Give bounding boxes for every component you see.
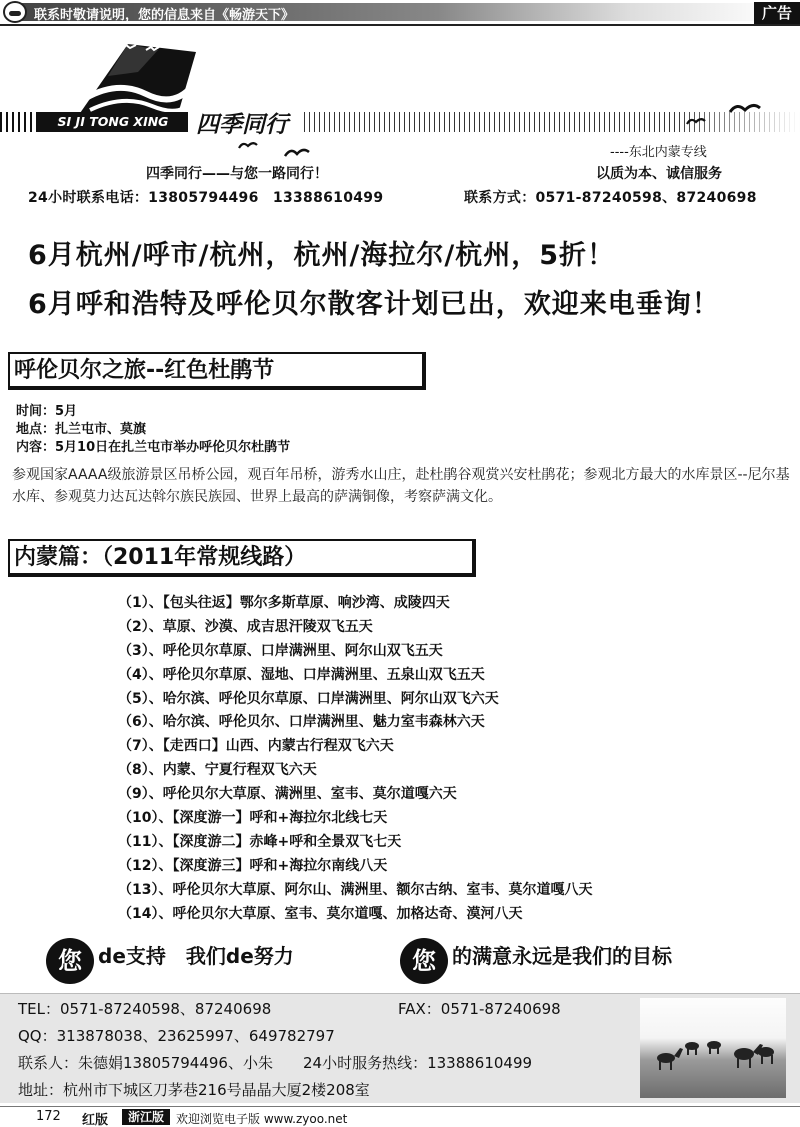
section-title-inner-mongolia: 内蒙篇：（2011年常规线路） — [8, 539, 476, 577]
camel-photo — [640, 998, 786, 1098]
route-tag: ----东北内蒙专线 — [610, 145, 707, 160]
slogan-right: 以质为本、诚信服务 — [596, 166, 722, 182]
list-item: （4）、呼伦贝尔草原、湿地、口岸满洲里、五泉山双飞五天 — [118, 666, 485, 683]
nin-badge-left: 您 — [46, 938, 94, 984]
contact-fax: FAX：0571-87240698 — [398, 1000, 561, 1018]
hotline-phones: 24小时联系电话：13805794496 13388610499 — [28, 190, 384, 206]
bird-icon — [728, 100, 762, 116]
contact-people: 联系人：朱德娟13805794496、小朱 24小时服务热线：13388610499 — [18, 1054, 533, 1072]
event-content: 内容：5月10日在扎兰屯市举办呼伦贝尔杜鹃节 — [16, 440, 291, 455]
headline-plan: 6月呼和浩特及呼伦贝尔散客计划已出，欢迎来电垂询！ — [28, 289, 720, 320]
top-notice-text: 联系时敬请说明，您的信息来自《畅游天下》 — [34, 8, 295, 23]
list-item: （1）、【包头往返】鄂尔多斯草原、响沙湾、成陵四天 — [118, 595, 450, 611]
list-item: （12）、【深度游三】呼和+海拉尔南线八天 — [118, 857, 388, 874]
list-item: （6）、哈尔滨、呼伦贝尔、口岸满洲里、魅力室韦森林六天 — [118, 714, 485, 731]
event-place: 地点：扎兰屯市、莫旗 — [16, 422, 147, 437]
section-title-hulunbuir: 呼伦贝尔之旅--红色杜鹃节 — [8, 352, 426, 390]
event-time: 时间：5月 — [16, 404, 78, 419]
list-item: （8）、内蒙、宁夏行程双飞六天 — [118, 762, 317, 779]
top-notice-bar — [0, 0, 800, 24]
brand-pinyin: SI JI TONG XING — [38, 112, 188, 132]
province-badge: 浙江版 — [122, 1109, 170, 1125]
edition-label: 红版 — [82, 1113, 109, 1127]
contact-qq: QQ：313878038、23625997、649782797 — [18, 1027, 335, 1045]
contact-address: 地址：杭州市下城区刀茅巷216号晶晶大厦2楼208室 — [18, 1081, 370, 1099]
list-item: （2）、草原、沙漠、成吉思汗陵双飞五天 — [118, 618, 373, 635]
ad-tag: 广告 — [754, 2, 800, 24]
headline-discount: 6月杭州/呼市/杭州，杭州/海拉尔/杭州，5折！ — [28, 240, 616, 271]
contact-tel: TEL：0571-87240598、87240698 — [18, 1000, 272, 1018]
website-link[interactable]: 欢迎浏览电子版 www.zyoo.net — [176, 1112, 348, 1126]
brand-name: 四季同行 — [196, 111, 288, 138]
footer — [0, 1106, 800, 1127]
page-number: 172 — [36, 1109, 61, 1124]
slogan-left: 四季同行——与您一路同行！ — [146, 166, 328, 182]
list-item: （10）、【深度游一】呼和+海拉尔北线七天 — [118, 810, 388, 827]
support-slogan-left: de支持 我们de努力 — [98, 944, 294, 968]
magazine-logo-icon — [3, 1, 27, 23]
event-description: 参观国家AAAA级旅游景区吊桥公园，观百年吊桥，游秀水山庄，赴杜鹃谷观赏兴安杜鹃花；参观北方最大的水库景区--尼尔基水库、参观莫力达瓦达斡尔族民族园、世界上最高的萨满铜像，考察萨满文化。 — [12, 467, 790, 505]
list-item: （14）、呼伦贝尔大草原、室韦、莫尔道嘎、加格达奇、漠河八天 — [118, 905, 523, 922]
support-slogan-right: 的满意永远是我们的目标 — [452, 944, 672, 968]
list-item: （13）、呼伦贝尔大草原、阿尔山、满洲里、额尔古纳、室韦、莫尔道嘎八天 — [118, 881, 593, 898]
nin-badge-right: 您 — [400, 938, 448, 984]
bird-icon — [284, 146, 310, 158]
list-item: （5）、哈尔滨、呼伦贝尔草原、口岸满洲里、阿尔山双飞六天 — [118, 690, 499, 707]
list-item: （9）、呼伦贝尔大草原、满洲里、室韦、莫尔道嘎六天 — [118, 786, 457, 803]
list-item: （7）、【走西口】山西、内蒙古行程双飞六天 — [118, 738, 394, 755]
header-stripes-right — [300, 112, 800, 132]
list-item: （11）、【深度游二】赤峰+呼和全景双飞七天 — [118, 833, 402, 850]
route-list — [118, 592, 592, 926]
bird-icon — [238, 140, 258, 150]
contact-phones: 联系方式：0571-87240598、87240698 — [464, 190, 757, 206]
bird-icon — [686, 116, 706, 126]
list-item: （3）、呼伦贝尔草原、口岸满洲里、阿尔山双飞五天 — [118, 642, 443, 659]
